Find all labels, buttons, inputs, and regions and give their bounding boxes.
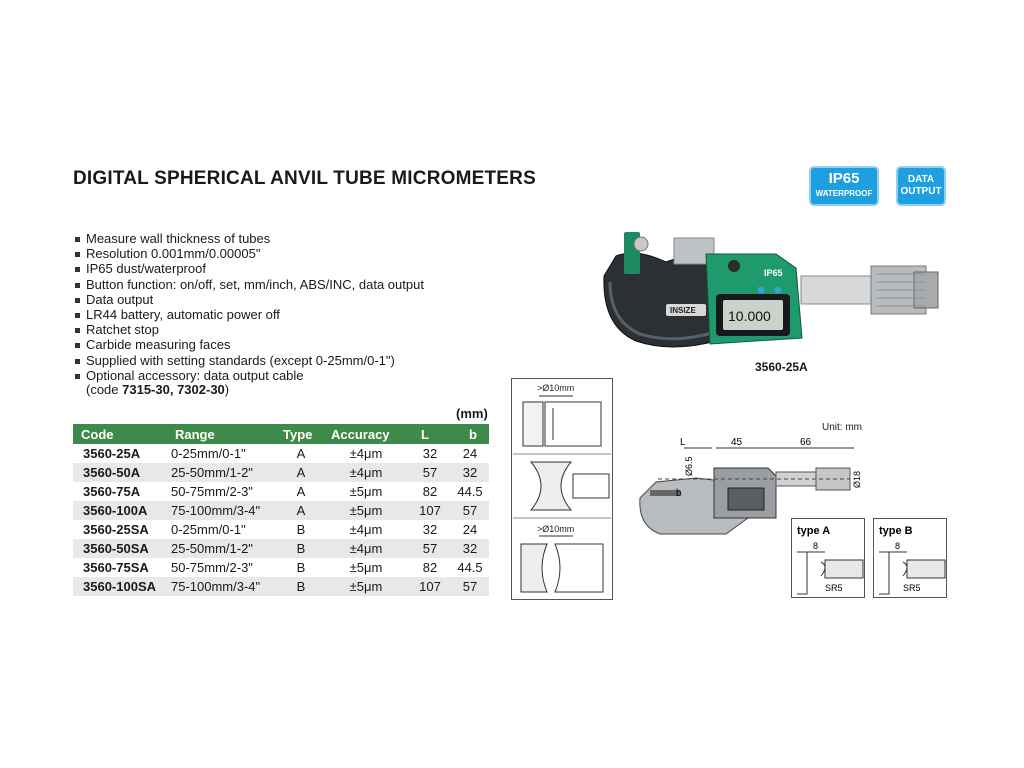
waterproof-label: WATERPROOF — [815, 189, 873, 198]
cell-type: B — [279, 577, 323, 596]
feature-item: Supplied with setting standards (except 0-25mm/0-1") — [73, 353, 424, 368]
accessory-code-line — [86, 382, 229, 397]
ip65-badge-label: IP65 — [828, 170, 860, 187]
cell-code: 3560-25SA — [83, 522, 149, 537]
dim-45-label: 45 — [731, 437, 743, 448]
cell-b: 57 — [451, 501, 489, 520]
cell-code: 3560-75A — [83, 484, 141, 499]
product-model-caption: 3560-25A — [755, 360, 808, 374]
cell-accuracy: ±5μm — [349, 560, 383, 575]
cell-b: 32 — [451, 539, 489, 558]
cell-accuracy: ±4μm — [349, 522, 383, 537]
cell-code: 3560-50A — [73, 463, 167, 482]
cell-type: B — [296, 560, 306, 575]
cell-b: 32 — [451, 463, 489, 482]
cell-l: 82 — [422, 560, 438, 575]
cell-l: 82 — [422, 484, 438, 499]
type-a-dim: 8 — [813, 541, 819, 551]
feature-item: Ratchet stop — [73, 322, 424, 337]
dim-l-label: L — [680, 437, 686, 448]
cell-b: 44.5 — [457, 484, 483, 499]
cell-accuracy: ±5μm — [323, 577, 409, 596]
cell-type: A — [296, 484, 306, 499]
accessory-code-prefix: (code — [86, 382, 123, 397]
header-range: Range — [167, 424, 279, 444]
type-b-label: type B — [879, 525, 913, 537]
cell-code: 3560-25A — [83, 446, 141, 461]
diagram-label-1: >Ø10mm — [537, 383, 575, 393]
cell-type: B — [296, 522, 306, 537]
feature-item: Button function: on/off, set, mm/inch, ABS/INC, data output — [73, 277, 424, 292]
type-b-dim: 8 — [895, 541, 901, 551]
table-row — [73, 482, 489, 501]
table-header-row — [73, 424, 489, 444]
feature-item: LR44 battery, automatic power off — [73, 307, 424, 322]
cell-b: 44.5 — [457, 560, 483, 575]
lcd-value: 10.000 — [728, 308, 771, 324]
unit-mm-label: (mm) — [456, 406, 488, 421]
cell-type: A — [279, 501, 323, 520]
dim-d65-label: Ø6.5 — [684, 456, 694, 476]
table-row — [73, 444, 489, 463]
table-row — [73, 501, 489, 520]
feature-item: Optional accessory: data output cable — [73, 368, 424, 383]
page-title: DIGITAL SPHERICAL ANVIL TUBE MICROMETERS — [73, 168, 536, 189]
header-accuracy: Accuracy — [323, 424, 409, 444]
feature-item: Measure wall thickness of tubes — [73, 231, 424, 246]
feature-item: Resolution 0.001mm/0.00005" — [73, 246, 424, 261]
type-a-detail — [791, 518, 865, 598]
cell-accuracy: ±4μm — [349, 446, 383, 461]
cell-code: 3560-75SA — [83, 560, 149, 575]
cell-range: 75-100mm/3-4" — [167, 577, 279, 596]
feature-item: Data output — [73, 292, 424, 307]
spec-table — [73, 424, 489, 596]
unit-label: Unit: mm — [822, 422, 862, 433]
cell-type: A — [279, 463, 323, 482]
data-output-badge — [898, 168, 944, 204]
feature-list — [73, 231, 424, 383]
cell-range: 75-100mm/3-4" — [167, 501, 279, 520]
table-row — [73, 539, 489, 558]
tube-measure-diagram — [511, 378, 613, 600]
cell-range: 0-25mm/0-1" — [171, 446, 246, 461]
button-icon — [728, 260, 740, 272]
sleeve — [801, 276, 871, 304]
feature-item: Carbide measuring faces — [73, 337, 424, 352]
spherical-anvil — [634, 237, 648, 251]
cell-l: 32 — [422, 446, 438, 461]
cell-accuracy: ±5μm — [323, 501, 409, 520]
lcd-outline — [728, 488, 764, 510]
table-row — [73, 577, 489, 596]
spindle-shape — [907, 560, 945, 578]
header-type: Type — [279, 424, 323, 444]
ip65-badge — [811, 168, 877, 204]
cell-b: 24 — [462, 522, 478, 537]
cell-l: 57 — [409, 463, 451, 482]
type-b-detail — [873, 518, 947, 598]
housing-ip-label: IP65 — [764, 268, 783, 278]
data-output-line1: DATA — [907, 174, 935, 185]
header-code: Code — [73, 424, 167, 444]
header-b: b — [451, 424, 489, 444]
table-row — [73, 463, 489, 482]
table-row — [73, 520, 489, 539]
data-output-line2: OUTPUT — [900, 186, 942, 197]
sleeve-outline — [776, 472, 816, 486]
brand-label: INSIZE — [670, 306, 696, 315]
type-a-radius: SR5 — [825, 583, 843, 593]
cell-code: 3560-100A — [73, 501, 167, 520]
dim-66-label: 66 — [800, 437, 812, 448]
cell-l: 107 — [409, 577, 451, 596]
cell-range: 25-50mm/1-2" — [167, 539, 279, 558]
spindle-shape — [825, 560, 863, 578]
cell-l: 32 — [422, 522, 438, 537]
cell-l: 107 — [409, 501, 451, 520]
diagram-label-2: >Ø10mm — [537, 524, 575, 534]
cell-range: 50-75mm/2-3" — [171, 560, 253, 575]
cell-range: 50-75mm/2-3" — [171, 484, 253, 499]
cell-range: 25-50mm/1-2" — [167, 463, 279, 482]
type-b-radius: SR5 — [903, 583, 921, 593]
dim-d18-label: Ø18 — [852, 470, 862, 488]
dim-b-label: b — [676, 488, 682, 499]
accessory-code-suffix: ) — [224, 382, 230, 397]
cell-range: 0-25mm/0-1" — [171, 522, 246, 537]
feature-item: IP65 dust/waterproof — [73, 261, 424, 276]
header-l: L — [409, 424, 451, 444]
anvil-shape — [523, 402, 543, 446]
cell-b: 24 — [462, 446, 478, 461]
cell-code: 3560-100SA — [73, 577, 167, 596]
button-icon — [758, 287, 765, 294]
accessory-codes: 7315-30, 7302-30 — [122, 382, 225, 397]
cell-code: 3560-50SA — [73, 539, 167, 558]
cell-type: A — [296, 446, 306, 461]
button-icon — [775, 287, 782, 294]
type-a-label: type A — [797, 525, 831, 537]
micrometer-photo — [596, 226, 946, 356]
cell-l: 57 — [409, 539, 451, 558]
cell-b: 57 — [451, 577, 489, 596]
cell-accuracy: ±4μm — [323, 539, 409, 558]
cell-accuracy: ±5μm — [349, 484, 383, 499]
cell-accuracy: ±4μm — [323, 463, 409, 482]
cell-type: B — [279, 539, 323, 558]
table-row — [73, 558, 489, 577]
